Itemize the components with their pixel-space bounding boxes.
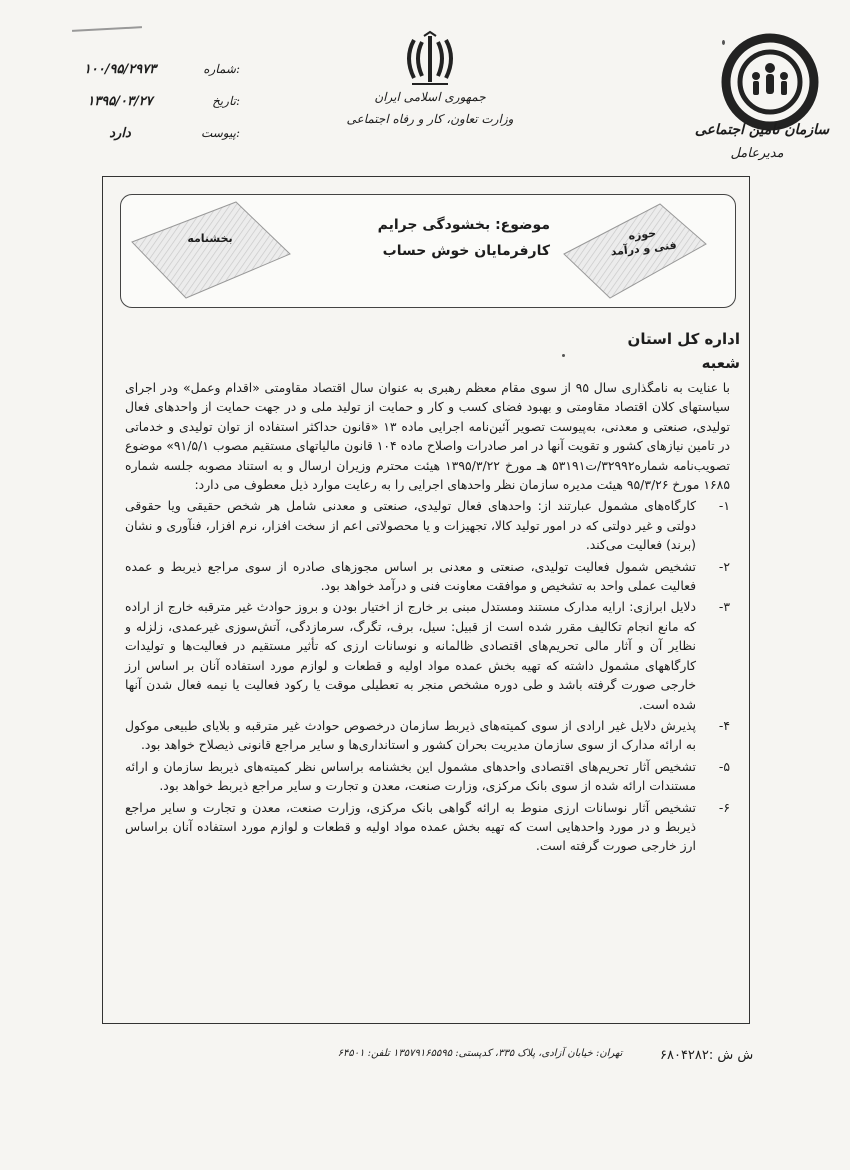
national-emblem-icon	[400, 30, 460, 90]
item-text: پذیرش دلایل غیر ارادی از سوی کمیته‌های ذیربط سازمان درخصوص حوادث غیر مترقبه و بلایای طبیعی موکول به ارائه مدارک از سوی سازمان مدیریت بحران کشور و استانداری‌ها و سایر مراجع قانونی ذیصلاح خواهد بود.	[125, 717, 696, 753]
scan-speck	[722, 40, 725, 45]
letter-date-value: ۱۳۹۵/۰۳/۲۷	[87, 94, 153, 109]
attachment-label: پیوست:	[200, 126, 240, 140]
letter-number-label: شماره:	[203, 62, 240, 76]
attachment-value: دارد	[109, 126, 131, 141]
attachment-row	[70, 126, 240, 148]
list-item	[125, 496, 730, 554]
letter-date-row	[70, 94, 240, 116]
recipient-line1: اداره کل استان	[627, 330, 740, 348]
item-number: ۴-	[718, 717, 730, 733]
scan-mark	[72, 26, 142, 32]
document-type-label: بخشنامه	[187, 232, 233, 245]
footer-code: ش ش :۶۸۰۴۲۸۲	[660, 1048, 754, 1063]
organization-logo	[720, 32, 820, 132]
item-number: ۶-	[718, 799, 730, 815]
letter-body	[125, 378, 730, 856]
type-diamond-shape	[126, 196, 296, 304]
list-item	[125, 716, 730, 755]
scan-speck	[562, 354, 565, 357]
item-number: ۵-	[718, 758, 730, 774]
intro-paragraph: با عنایت به نامگذاری سال ۹۵ از سوی مقام معظم رهبری به عنوان سال اقتصاد مقاومتی «اقدام وعمل» ودر اجرای سیاستهای کلان اقتصاد مقاومتی و بهبود فضای کسب و کار و حمایت از تولید ملی و در جهت حمایت از واحدهای فعال تولیدی، صنعتی و معدنی، به‌پیوست تصویر آئین‌نامه اجرایی ماده ۱۳ «قانون حداکثر استفاده از توان تولیدی و خدماتی در تامین نیازهای کشور و تقویت آنها در امر صادرات واصلاح ماده ۱۰۴ قانون مالیاتهای مستقیم مصوب ۹۱/۵/۱» موضوع تصویب‌نامه شماره۳۲۹۹۲/ت۵۳۱۹۱ هـ مورخ ۱۳۹۵/۳/۲۲ هیئت محترم وزیران ارسال و به استناد مصوبه جلسه شماره ۱۶۸۵ مورخ ۹۵/۳/۲۶ هیئت مدیره سازمان نظر واحدهای اجرایی را به رعایت موارد ذیل معطوف می دارد:	[125, 380, 731, 493]
list-item	[125, 757, 730, 796]
footer-address: تهران: خیابان آزادی، پلاک ۳۳۵، کدپستی: ۱۳۵۷۹۱۶۵۵۹۵ تلفن: ۶۴۵۰۱	[337, 1048, 623, 1059]
recipient-line2: شعبه	[701, 354, 740, 372]
subject-line2: کارفرمایان خوش حساب	[382, 243, 550, 259]
ministry-name: وزارت تعاون، کار و رفاه اجتماعی	[346, 112, 514, 126]
item-number: ۱-	[718, 498, 730, 514]
subject	[320, 212, 550, 264]
list-item	[125, 597, 730, 713]
item-text: کارگاه‌های مشمول عبارتند از: واحدهای فعال تولیدی، صنعتی و معدنی شامل هر شخص حقیقی ویا حقوقی دولتی و غیر دولتی که در امور تولید کالا، تجهیزات و یا محصولاتی اعم از سخت افزار، نرم افزار، فنآوری و نشان (برند) فعالیت می‌کند.	[125, 498, 696, 553]
sender-title: مدیرعامل	[730, 146, 784, 161]
item-text: تشخیص شمول فعالیت تولیدی، صنعتی و معدنی بر اساس مجوزهای صادره از سوی مراجع ذیربط و عمده فعالیت عملی واحد به تشخیص و موافقت معاونت فنی و درآمد خواهد بود.	[125, 558, 696, 594]
country-name: جمهوری اسلامی ایران	[374, 90, 486, 104]
organization-name: سازمان تامین اجتماعی	[694, 122, 830, 138]
item-number: ۳-	[718, 599, 730, 615]
item-text: تشخیص آثار نوسانات ارزی منوط به ارائه گواهی بانک مرکزی، وزارت صنعت، معدن و تجارت و سایر مراجع ذیربط و در مورد واحدهایی است که تهیه بخش عمده مواد اولیه و قطعات و لوازم مورد استفاده آنان براساس ارز خارجی صورت گرفته است.	[125, 799, 696, 854]
item-number: ۲-	[718, 558, 730, 574]
area-label-line1: حوزه	[627, 226, 657, 243]
list-item	[125, 557, 730, 596]
letter-number-value: ۱۰۰/۹۵/۲۹۷۳	[83, 62, 157, 77]
letter-date-label: تاریخ:	[212, 94, 240, 108]
letter-number-row	[70, 62, 240, 84]
subject-line1: موضوع: بخشودگی جرایم	[377, 217, 550, 233]
items-list	[125, 496, 730, 855]
list-item	[125, 798, 730, 856]
item-text: تشخیص آثار تحریم‌های اقتصادی واحدهای مشمول این بخشنامه براساس نظر کمیته‌های ذیربط سازمان و ارائه مستندات ارائه شده از سوی بانک مرکزی، وزارت صنعت، معدن و تجارت و سایر مراجع ذیربط خواهد بود.	[125, 758, 696, 794]
item-text: دلایل ابرازی: ارایه مدارک مستند ومستدل مبنی بر خارج از اختیار بودن و بروز حوادث غیر مترقبه خارج از اراده که مانع انجام تکالیف مقرر شده است از قبیل: سیل، برف، تگرگ، سرمازدگی، آتش‌سوزی غیرعمدی، زلزله و نظایر آن و آثار مالی تحریم‌های اقتصادی ظالمانه و نوسانات ارزی که تأثیر مستقیم در فعالیت‌ها و تولیدات کارگاههای مشمول داشته که تهیه بخش عمده مواد اولیه و قطعات و لوازم مورد استفاده آنان بر اساس ارز خارجی صورت گرفته باشد و طی دوره مشخص منجر به تعطیلی موقت یا رکود فعالیت یا نیمه فعال شدن آنها شده است.	[125, 599, 696, 712]
area-label-line2: فنی و درآمد	[610, 238, 678, 259]
